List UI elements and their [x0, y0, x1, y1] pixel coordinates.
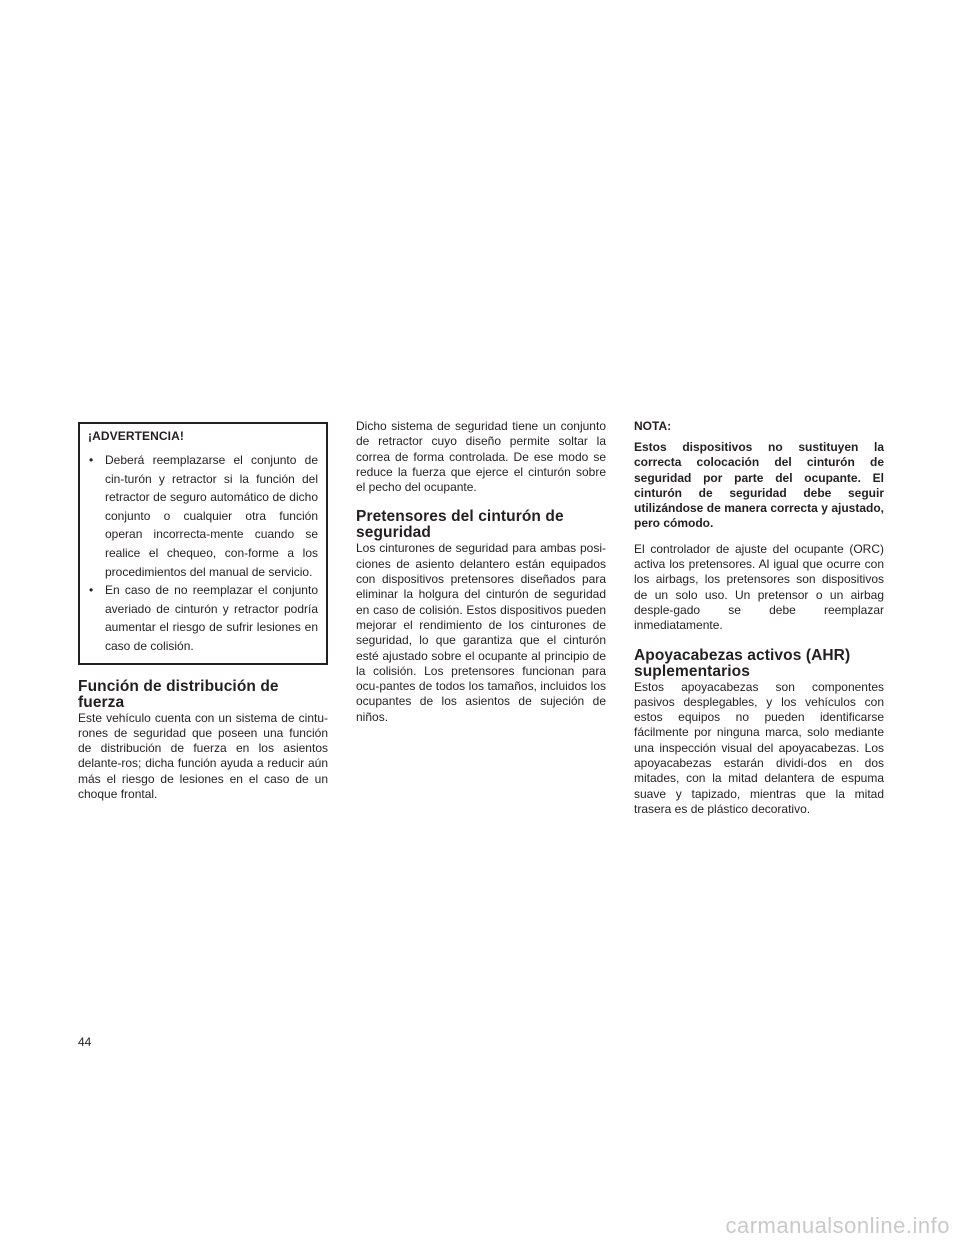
- watermark: carmanualsonline.info: [725, 1213, 950, 1238]
- bullet-icon: •: [89, 453, 94, 467]
- pretensioners-heading-line2: seguridad: [356, 524, 431, 542]
- column-middle: [356, 419, 606, 725]
- warning-item: [88, 581, 318, 655]
- warning-item-text: Deberá reemplazarse el conjunto de cin-turón y retractor si la función del retractor de seguro automático de dicho conjunto o cualquier otra función operan incorrecta-mente cuando se realice el chequeo, con-forme a los procedimientos del manual de servicio.: [105, 453, 318, 579]
- page-number: 44: [78, 1035, 92, 1049]
- note-label: NOTA:: [634, 419, 672, 433]
- warning-item: [88, 451, 318, 581]
- note-bold-text: Estos dispositivos no sustituyen la correcta colocación del cinturón de seguridad por parte del ocupante. El cinturón de seguridad debe seguir utilizándose de manera correcta y ajustado, pero cómodo.: [634, 440, 884, 531]
- ahr-heading: [634, 648, 884, 680]
- warning-item-text: En caso de no reemplazar el conjunto averiado de cinturón y retractor podría aumentar el riesgo de sufrir lesiones en caso de colisión.: [105, 583, 318, 653]
- ahr-body: Estos apoyacabezas son componentes pasivos desplegables, y los vehículos con estos equipos no pueden identificarse fácilmente por ninguna marca, solo mediante una inspección visual del apoyacabezas. Los apoyacabezas estarán dividi-dos en dos mitades, con la mitad delantera de espuma suave y tapizado, mientras que la mitad trasera es de plástico decorativo.: [634, 679, 884, 816]
- ahr-heading-line2: suplementarios: [634, 662, 750, 680]
- pretensioners-heading: [356, 509, 606, 541]
- warning-list: [88, 451, 318, 656]
- force-distribution-body: Este vehículo cuenta con un sistema de cintu-rones de seguridad que poseen una función de distribución de fuerza en los asientos delante-ros; dicha función ayuda a reducir aún más el riesgo de lesiones en el caso de un choque frontal.: [78, 710, 328, 802]
- ahr-heading-line1: Apoyacabezas activos (AHR): [634, 646, 851, 664]
- bullet-icon: •: [89, 583, 94, 598]
- force-distribution-heading: Función de distribución de fuerza: [78, 677, 279, 711]
- warning-title: ¡ADVERTENCIA!: [88, 429, 184, 443]
- pretensioners-heading-line1: Pretensores del cinturón de: [356, 508, 564, 526]
- warning-box: [78, 422, 328, 665]
- note-body: El controlador de ajuste del ocupante (ORC) activa los pretensores. Al igual que ocurre con los airbags, los pretensores son dispositivos de un solo uso. Un pretensor o un airbag desple-gado se debe reemplazar inmediatamente.: [634, 541, 884, 633]
- retractor-system-body: Dicho sistema de seguridad tiene un conjunto de retractor cuyo diseño permite soltar la correa de forma controlada. De ese modo se reduce la fuerza que ejerce el cinturón sobre el pecho del ocupante.: [356, 419, 606, 495]
- column-right: [634, 419, 884, 817]
- pretensioners-body: Los cinturones de seguridad para ambas posi-ciones de asiento delantero están equipados con dispositivos pretensores diseñados para eliminar la holgura del cinturón de seguridad en caso de colisión. Estos dispositivos pueden mejorar el rendimiento de los cinturones de seguridad, lo que garantiza que el cinturón esté ajustado sobre el ocupante al principio de la colisión. Los pretensores funcionan para ocu-pantes de todos los tamaños, incluidos los ocupantes de los asientos de sujeción de niños.: [356, 541, 606, 724]
- column-left: [78, 422, 328, 802]
